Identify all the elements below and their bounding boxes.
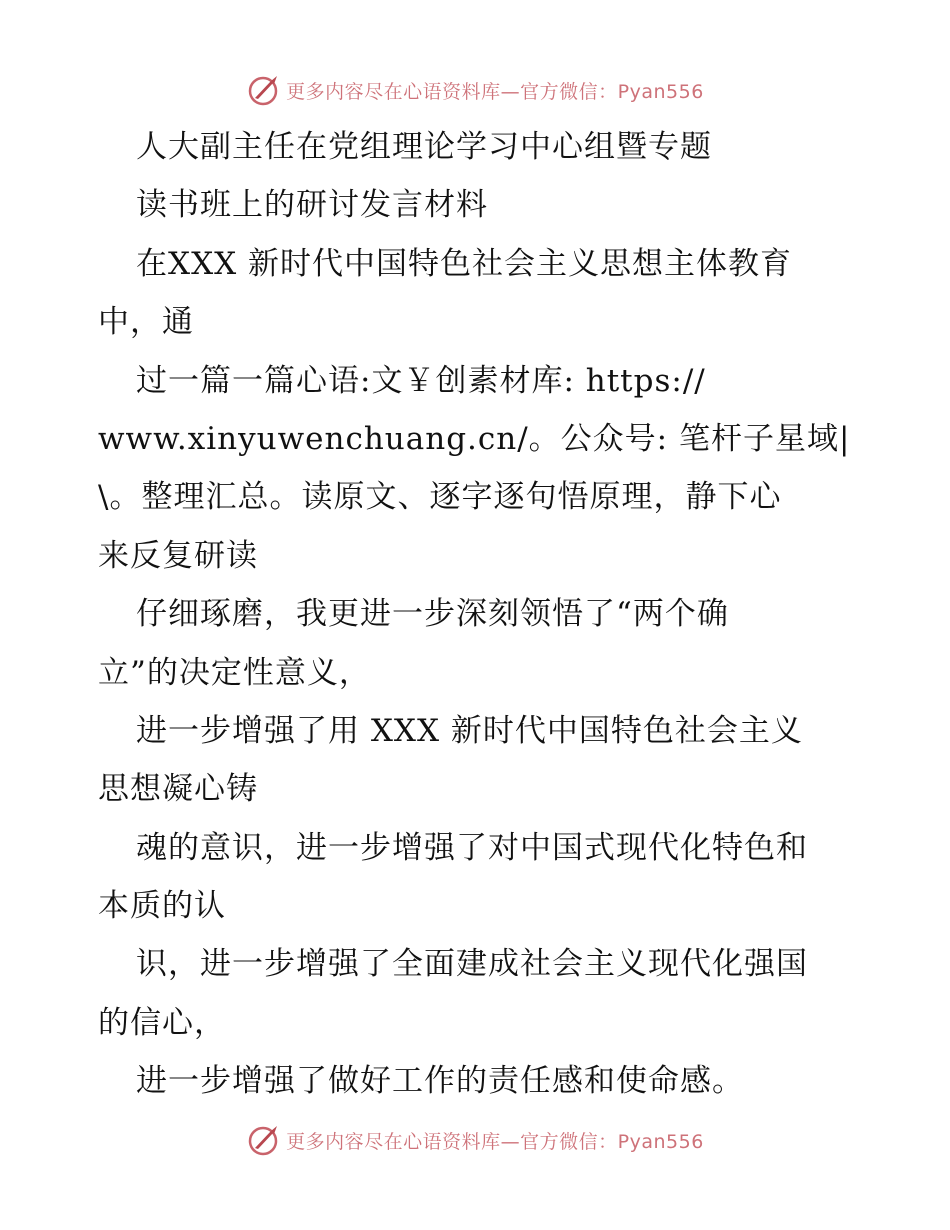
text-line: www.xinyuwenchuang.cn/。公众号: 笔杆子星域| (98, 420, 851, 457)
text-line: 的信心， (98, 1004, 226, 1041)
text-line: 立”的决定性意义， (98, 654, 371, 691)
footer-watermark (0, 1120, 950, 1160)
quill-logo-icon (246, 73, 280, 107)
text-line: 思想凝心铸 (98, 771, 258, 808)
footer-watermark-text: 更多内容尽在心语资料库—官方微信：Pyan556 (286, 1130, 704, 1153)
header-watermark-text: 更多内容尽在心语资料库—官方微信：Pyan556 (286, 80, 704, 103)
text-line: 人大副主任在党组理论学习中心组暨专题 (136, 129, 712, 165)
quill-logo-icon (246, 1123, 280, 1157)
text-line: 中，通 (98, 304, 194, 341)
document-body (98, 118, 858, 1111)
text-line: 读书班上的研讨发言材料 (136, 187, 488, 224)
text-line: 来反复研读 (98, 537, 258, 574)
text-line: 进一步增强了用 XXX 新时代中国特色社会主义 (136, 712, 803, 749)
text-line: 进一步增强了做好工作的责任感和使命感。 (136, 1063, 744, 1100)
text-line: \。整理汇总。读原文、逐字逐句悟原理，静下心 (98, 479, 782, 516)
header-watermark (0, 70, 950, 110)
text-line: 本质的认 (98, 888, 226, 925)
text-line: 过一篇一篇心语:文￥创素材库: https:// (136, 362, 706, 399)
text-line: 在XXX 新时代中国特色社会主义思想主体教育 (136, 245, 793, 282)
text-line: 识，进一步增强了全面建成社会主义现代化强国 (136, 946, 808, 983)
text-line: 仔细琢磨，我更进一步深刻领悟了“两个确 (136, 596, 729, 633)
text-line: 魂的意识，进一步增强了对中国式现代化特色和 (136, 829, 808, 866)
